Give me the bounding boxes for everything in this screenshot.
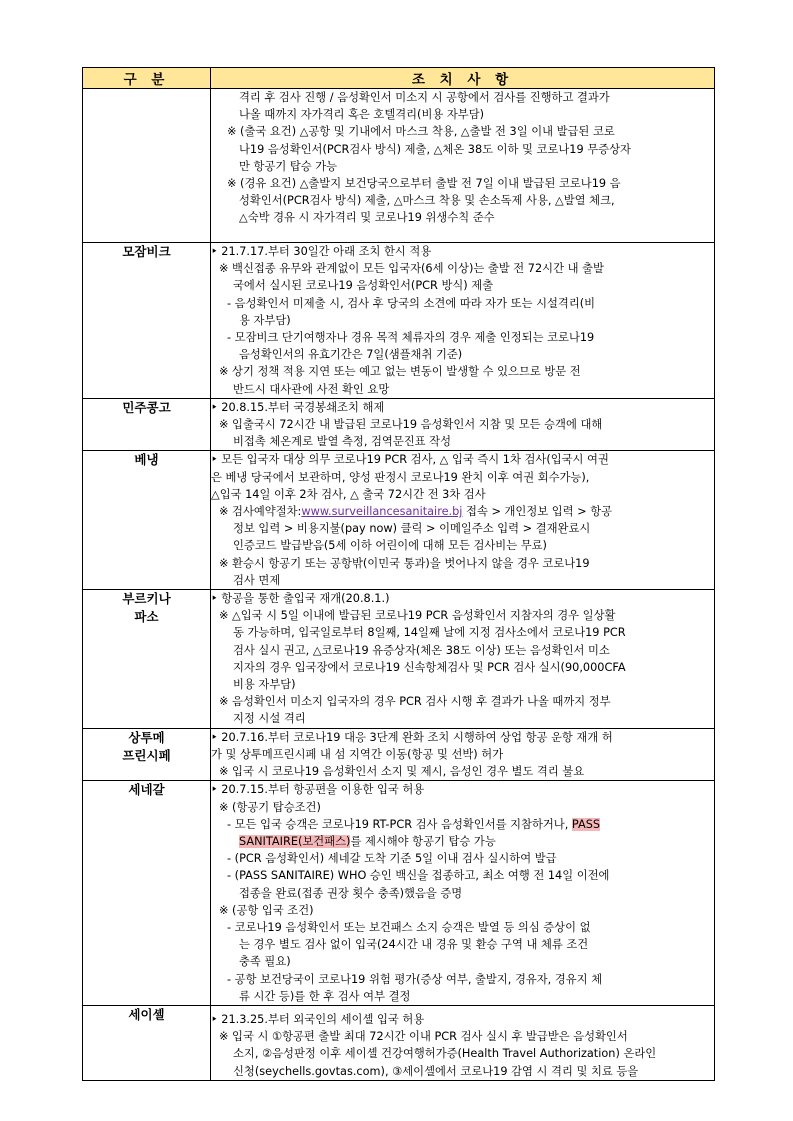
text-line: ※ 백신접종 유무와 관계없이 모든 입국자(6세 이상)는 출발 전 72시간 내 출발 (219, 262, 604, 276)
text-line: - (PASS SANITAIRE) WHO 승인 백신을 접종하고, 최소 여행 전 14일 이전에 (227, 869, 610, 883)
text-line: 나19 음성확인서(PCR검사 방식) 제출, △체온 38도 이하 및 코로나19 무증상자 (239, 142, 631, 156)
country-name-line: 부르키나 (122, 591, 171, 607)
header-measures: 조 치 사 항 (211, 68, 715, 89)
text-line: ※ △입국 시 5일 이내에 발급된 코로나19 PCR 음성확인서 지참자의 경우 일상활 (219, 609, 616, 623)
text-line: 동 가능하며, 입국일로부터 8일째, 14일째 날에 지정 검사소에서 코로나19 PCR (233, 626, 626, 640)
measures-cell (211, 89, 715, 243)
text-line: ‣ 20.7.16.부터 코로나19 대응 3단계 완화 조치 시행하여 상업 항공 운항 재개 허 (211, 730, 613, 744)
country-name: 민주콩고 (83, 398, 211, 451)
text-line: ‣ 21.3.25.부터 외국인의 세이셸 입국 허용 (211, 1012, 425, 1026)
measures-cell (211, 590, 715, 729)
text-line: 음성확인서의 유효기간은 7일(샘플채취 기준) (239, 348, 463, 362)
text-line: 충족 필요) (239, 955, 291, 969)
country-name: 모잠비크 (83, 243, 211, 399)
country-name-line: 파소 (134, 609, 159, 625)
text-line: - 코로나19 음성확인서 또는 보건패스 소지 승객은 발열 등 의심 증상이 없 (227, 920, 591, 934)
text-line: - (PCR 음성확인서) 세네갈 도착 기준 5일 이내 검사 실시하여 발급 (227, 852, 557, 866)
pass-sanitaire-highlight: SANITAIRE(보건패스) (239, 834, 351, 848)
text-line: - 모잠비크 단기여행자나 경유 목적 체류자의 경우 제출 인정되는 코로나19 (227, 331, 595, 345)
country-name-line: 프린시페 (122, 747, 171, 763)
text-line: 검사 실시 권고, △코로나19 유증상자(체온 38도 이상) 또는 음성확인서 미소 (233, 643, 610, 657)
text-line: ※ (항공기 탑승조건) (219, 800, 321, 814)
text-line (211, 503, 714, 520)
text-line: ※ 입국 시 코로나19 음성확인서 소지 및 제시, 음성인 경우 별도 격리 불요 (219, 765, 585, 779)
table-row (83, 451, 715, 590)
text-line: 지정 시설 격리 (233, 712, 306, 726)
measures-cell (211, 1005, 715, 1080)
text-line: - 음성확인서 미제출 시, 검사 후 당국의 소견에 따라 자가 또는 시설격리(비 (227, 296, 596, 310)
country-name: 세네갈 (83, 781, 211, 1006)
text-line: 검사 면제 (233, 573, 281, 587)
country-name (83, 728, 211, 781)
text-line: 가 및 상투메프린시페 내 섬 지역간 이동(항공 및 선박) 허가 (211, 747, 504, 761)
text-line: - 공항 보건당국이 코로나19 위험 평가(증상 여부, 출발지, 경유자, 경유지 체 (227, 972, 603, 986)
text-line: 는 경우 별도 검사 없이 입국(24시간 내 경유 및 환승 구역 내 체류 조건 (239, 938, 589, 952)
text-line: 접종을 완료(접종 권장 횟수 충족)했음을 증명 (239, 886, 463, 900)
measures-cell (211, 728, 715, 781)
text-line: 국에서 실시된 코로나19 음성확인서(PCR 방식) 제출 (233, 279, 494, 293)
text-line: ※ 환승시 항공기 또는 공항밖(이민국 통과)을 벗어나지 않을 경우 코로나19 (219, 556, 590, 570)
text-segment: 접속 > 개인정보 입력 > 항공 (462, 505, 613, 519)
text-line: 소지, ②음성판정 이후 세이셸 건강여행허가증(Health Travel Authorization) 온라인 (233, 1047, 657, 1061)
country-name: 베냉 (83, 451, 211, 590)
text-line: 용 자부담) (239, 313, 291, 327)
text-line: ‣ 모든 입국자 대상 의무 코로나19 PCR 검사, △ 입국 즉시 1차 검사(입국시 여권 (211, 453, 609, 467)
header-category: 구 분 (83, 68, 211, 89)
text-line: ‣ 20.7.15.부터 항공편을 이용한 입국 허용 (211, 783, 425, 797)
text-line: 지자의 경우 입국장에서 코로나19 신속항체검사 및 PCR 검사 실시(90,000CFA (233, 660, 626, 674)
text-line: △입국 14일 이후 2차 검사, △ 출국 72시간 전 3차 검사 (211, 487, 486, 501)
country-name-line: 상투메 (128, 729, 165, 745)
text-line: 비접촉 체온계로 발열 측정, 검역문진표 작성 (233, 435, 451, 449)
text-line: 신청(seychells.govtas.com), ③세이셸에서 코로나19 감염 시 격리 및 치료 등을 (233, 1064, 639, 1078)
text-line: 인증코드 발급받음(5세 이하 어린이에 대해 모든 검사비는 무료) (233, 539, 547, 553)
text-line: 류 시간 등)를 한 후 검사 여부 결정 (239, 989, 411, 1003)
text-line: ※ 입국 시 ①항공편 출발 최대 72시간 이내 PCR 검사 실시 후 발급받은 음성확인서 (219, 1030, 628, 1044)
text-segment: ※ 검사예약절차: (219, 505, 302, 519)
measures-table (82, 67, 715, 1081)
text-line: △숙박 경유 시 자가격리 및 코로나19 위생수칙 준수 (239, 211, 495, 225)
table-header-row (83, 68, 715, 89)
country-name: 세이셸 (83, 1005, 211, 1080)
text-line: 은 베냉 당국에서 보관하며, 양성 판정시 코로나19 완치 이후 여권 회수가능), (211, 470, 590, 484)
country-name (83, 590, 211, 729)
text-line (211, 833, 714, 850)
measures-cell (211, 781, 715, 1006)
text-line: ※ (경유 요건) △출발지 보건당국으로부터 출발 전 7일 이내 발급된 코로나19 음 (227, 177, 621, 191)
table-row (83, 398, 715, 451)
measures-cell (211, 243, 715, 399)
text-line: ※ (공항 입국 조건) (219, 903, 314, 917)
table-row (83, 728, 715, 781)
text-line: ※ 상기 정책 적용 지연 또는 예고 없는 변동이 발생할 수 있으므로 방문 전 (219, 365, 581, 379)
table-row (83, 89, 715, 243)
country-cell-empty (83, 89, 211, 243)
text-line: ※ (출국 요건) △공항 및 기내에서 마스크 착용, △출발 전 3일 이내 발급된 코로 (227, 125, 615, 139)
pass-sanitaire-highlight: PASS (571, 817, 601, 831)
text-line: 만 항공기 탑승 가능 (239, 159, 338, 173)
surveillance-link[interactable]: www.surveillancesanitaire.bj (301, 505, 463, 519)
measures-cell (211, 398, 715, 451)
table-row (83, 781, 715, 1006)
text-line: ※ 음성확인서 미소지 입국자의 경우 PCR 검사 시행 후 결과가 나올 때까지 정부 (219, 695, 611, 709)
text-line: 나올 때까지 자가격리 혹은 호텔격리(비용 자부담) (239, 108, 485, 122)
text-line: 성확인서(PCR검사 방식) 제출, △마스크 착용 및 손소독제 사용, △발열 체크, (239, 194, 615, 208)
measures-cell (211, 451, 715, 590)
text-line: 격리 후 검사 진행 / 음성확인서 미소지 시 공항에서 검사를 진행하고 결과가 (239, 91, 610, 104)
text-line: ‣ 항공을 통한 출입국 재개(20.8.1.) (211, 592, 390, 606)
table-row (83, 590, 715, 729)
text-line: ‣ 21.7.17.부터 30일간 아래 조치 한시 적용 (211, 245, 432, 258)
text-line: 정보 입력 > 비용지불(pay now) 클릭 > 이메일주소 입력 > 결재완료시 (233, 522, 591, 536)
table-row (83, 243, 715, 399)
text-segment: - 모든 입국 승객은 코로나19 RT-PCR 검사 음성확인서를 지참하거나, (227, 817, 572, 831)
text-line: ‣ 20.8.15.부터 국경봉쇄조치 해제 (211, 400, 385, 414)
table-row (83, 1005, 715, 1080)
text-line: 반드시 대사관에 사전 확인 요망 (233, 382, 390, 396)
text-segment: 를 제시해야 항공기 탑승 가능 (350, 834, 496, 848)
text-line: 비용 자부담) (233, 678, 296, 692)
text-line: ※ 입출국시 72시간 내 발급된 코로나19 음성확인서 지참 및 모든 승객에 대해 (219, 418, 603, 432)
text-line (211, 816, 714, 833)
